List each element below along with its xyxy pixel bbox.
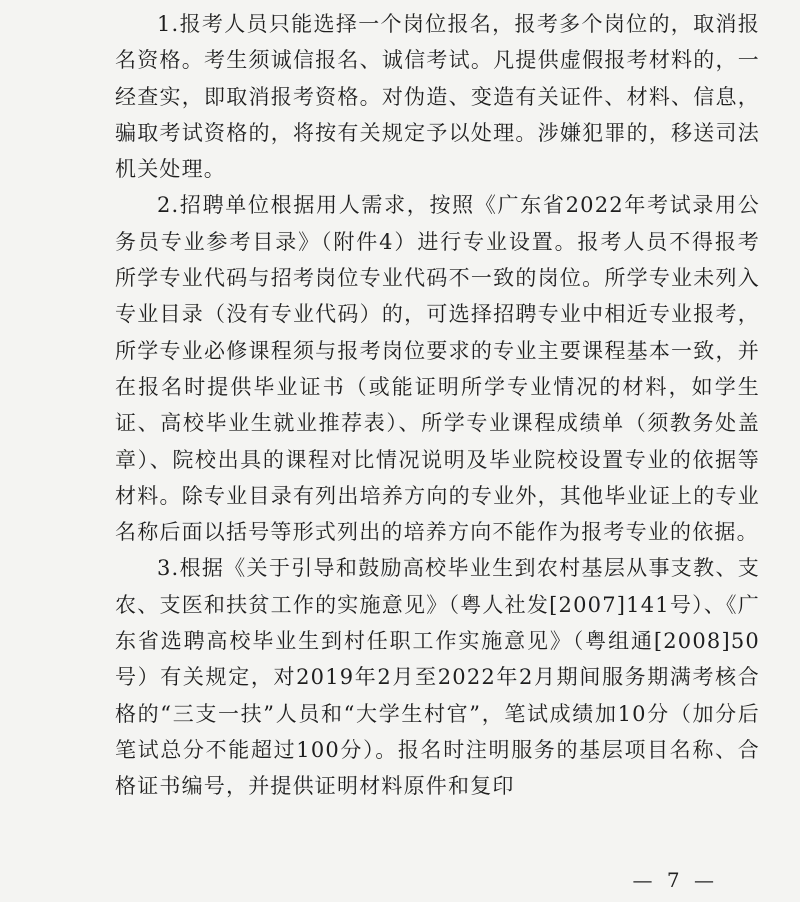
page-number: — 7 — bbox=[632, 868, 718, 892]
paragraph-3: 3.根据《关于引导和鼓励高校毕业生到农村基层从事支教、支农、支医和扶贫工作的实施意见》（粤人社发[2007]141号）、《广东省选聘高校毕业生到村任职工作实施意见》（粤组通[2008]50号）有关规定，对2019年2月至2022年2月期间服务期满考核合格的“三支一扶”人员和“大学生村官”，笔试成绩加10分（加分后笔试总分不能超过100分）。报名时注明服务的基层项目名称、合格证书编号，并提供证明材料原件和复印 bbox=[115, 556, 760, 799]
paragraph-1: 1.报考人员只能选择一个岗位报名，报考多个岗位的，取消报名资格。考生须诚信报名、诚信考试。凡提供虚假报考材料的，一经查实，即取消报考资格。对伪造、变造有关证件、材料、信息，骗取考试资格的，将按有关规定予以处理。涉嫌犯罪的，移送司法机关处理。 bbox=[115, 12, 760, 182]
paragraph-2: 2.招聘单位根据用人需求，按照《广东省2022年考试录用公务员专业参考目录》（附件4）进行专业设置。报考人员不得报考所学专业代码与招考岗位专业代码不一致的岗位。所学专业未列入专业目录（没有专业代码）的，可选择招聘专业中相近专业报考，所学专业必修课程须与报考岗位要求的专业主要课程基本一致，并在报名时提供毕业证书（或能证明所学专业情况的材料，如学生证、高校毕业生就业推荐表）、所学专业课程成绩单（须教务处盖章）、院校出具的课程对比情况说明及毕业院校设置专业的依据等材料。除专业目录有列出培养方向的专业外，其他毕业证上的专业名称后面以括号等形式列出的培养方向不能作为报考专业的依据。 bbox=[115, 193, 760, 545]
